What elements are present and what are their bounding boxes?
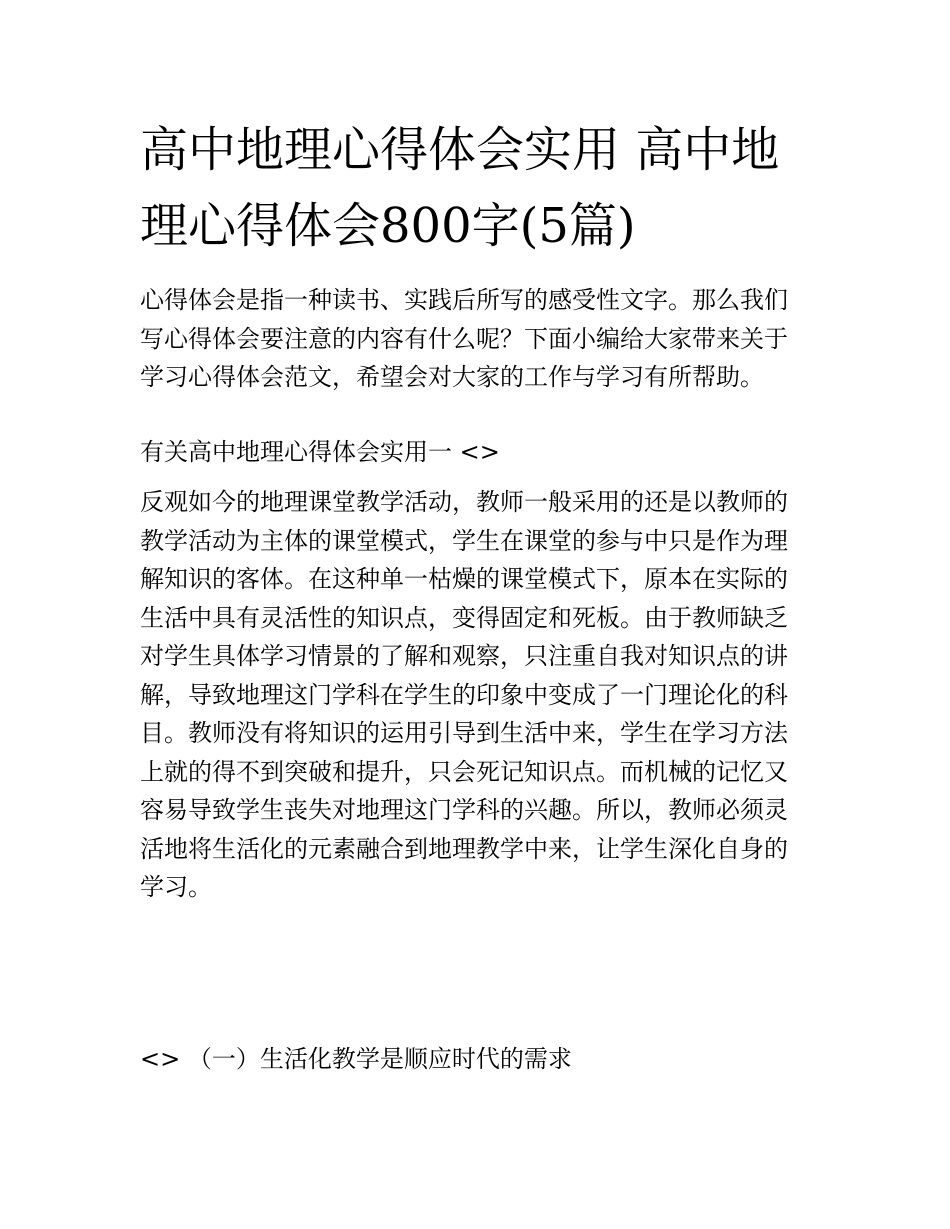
intro-line: 写心得体会要注意的内容有什么呢？下面小编给大家带来关于: [140, 324, 788, 353]
intro-line: 心得体会是指一种读书、实践后所写的感受性文字。那么我们: [140, 286, 788, 314]
section-heading-text: 有关高中地理心得体会实用一 <>: [140, 438, 500, 466]
title-line: 理心得体会800字(5篇): [140, 198, 636, 254]
paragraph-line: 目。教师没有将知识的运用引导到生活中来，学生在学习方法: [140, 719, 788, 747]
paragraph-line: 生活中具有灵活性的知识点，变得固定和死板。由于教师缺乏: [140, 603, 788, 632]
paragraph-line: 解，导致地理这门学科在学生的印象中变成了一门理论化的科: [140, 680, 788, 709]
body-paragraph: [140, 483, 820, 907]
intro-line: 学习心得体会范文，希望会对大家的工作与学习有所帮助。: [140, 363, 764, 391]
intro-paragraph: [140, 281, 820, 397]
paragraph-line: 学习。: [140, 873, 212, 901]
title-line: 高中地理心得体会实用 高中地: [140, 122, 780, 178]
paragraph-line: 解知识的客体。在这种单一枯燥的课堂模式下，原本在实际的: [140, 565, 788, 593]
subheading-text: <> （一）生活化教学是顺应时代的需求: [140, 1045, 572, 1073]
paragraph-line: 对学生具体学习情景的了解和观察，只注重自我对知识点的讲: [140, 642, 788, 670]
paragraph-line: 容易导致学生丧失对地理这门学科的兴趣。所以，教师必须灵: [140, 796, 788, 824]
section-heading: [140, 433, 820, 472]
document-title: [140, 112, 820, 264]
paragraph-line: 教学活动为主体的课堂模式，学生在课堂的参与中只是作为理: [140, 526, 788, 555]
paragraph-line: 反观如今的地理课堂教学活动，教师一般采用的还是以教师的: [140, 488, 788, 516]
subheading: [140, 1040, 820, 1079]
paragraph-line: 上就的得不到突破和提升，只会死记知识点。而机械的记忆又: [140, 757, 788, 786]
paragraph-line: 活地将生活化的元素融合到地理教学中来，让学生深化自身的: [140, 834, 788, 863]
